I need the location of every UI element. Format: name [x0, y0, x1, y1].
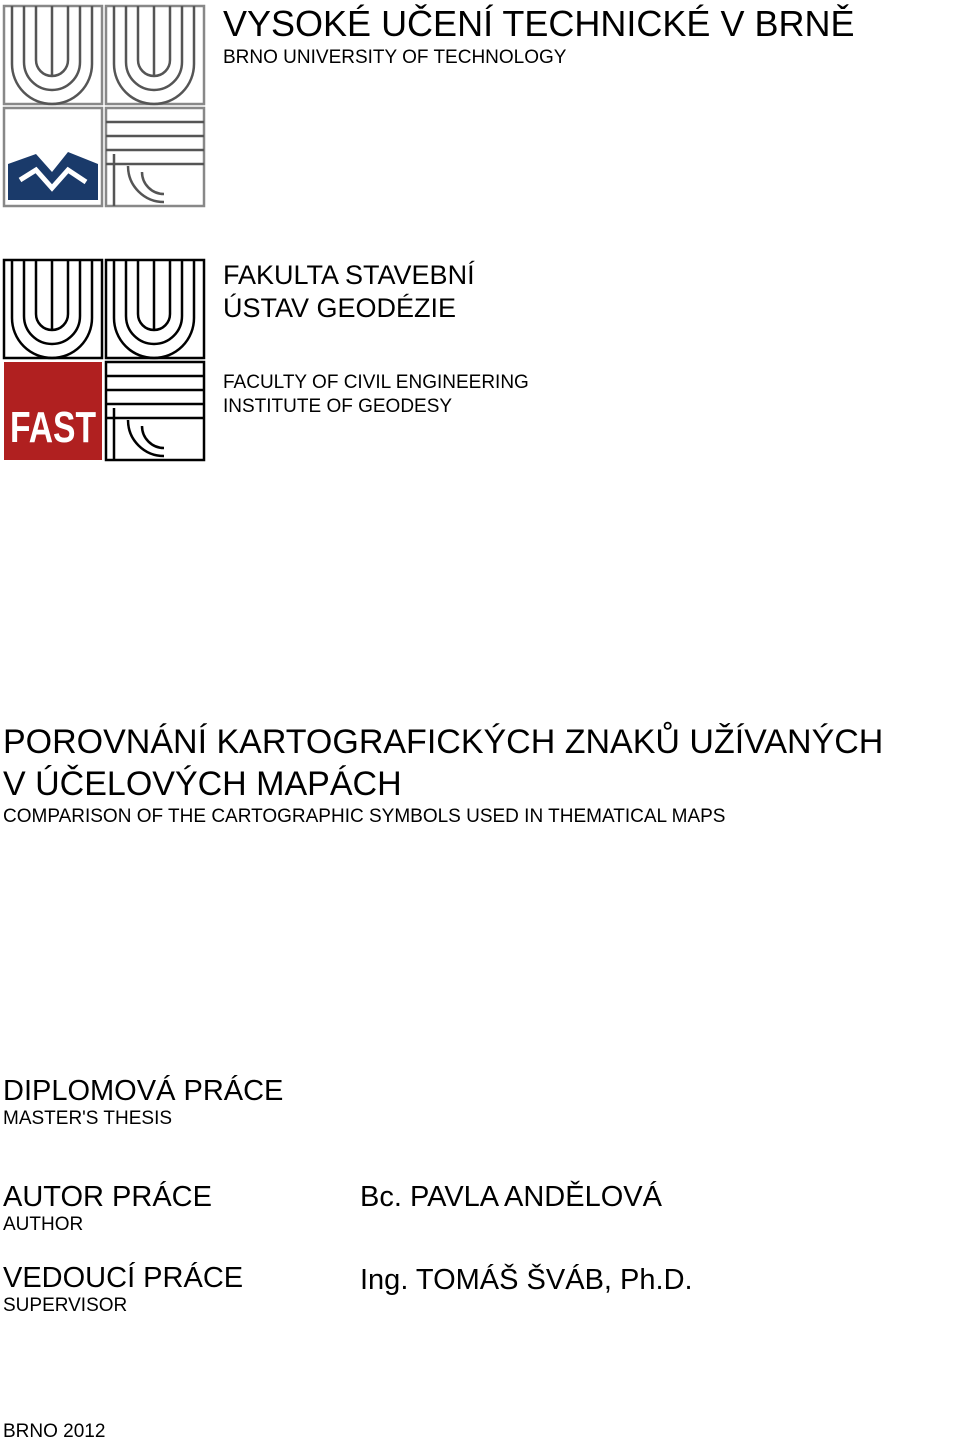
- university-name-cz: VYSOKÉ UČENÍ TECHNICKÉ V BRNĚ: [223, 3, 855, 44]
- author-label-en: AUTHOR: [3, 1214, 84, 1235]
- thesis-title-cz-line1: POROVNÁNÍ KARTOGRAFICKÝCH ZNAKŮ UŽÍVANÝCH: [3, 723, 884, 761]
- thesis-title-en: COMPARISON OF THE CARTOGRAPHIC SYMBOLS USED IN THEMATICAL MAPS: [3, 806, 726, 827]
- institute-name-cz: ÚSTAV GEODÉZIE: [223, 293, 457, 323]
- supervisor-label-en: SUPERVISOR: [3, 1295, 128, 1316]
- fast-logo-icon: [2, 258, 206, 462]
- thesis-type-en: MASTER'S THESIS: [3, 1108, 173, 1129]
- author-name: Bc. PAVLA ANDĚLOVÁ: [360, 1181, 662, 1213]
- faculty-name-en: FACULTY OF CIVIL ENGINEERING: [223, 372, 529, 393]
- thesis-type-cz: DIPLOMOVÁ PRÁCE: [3, 1075, 284, 1107]
- supervisor-name: Ing. TOMÁŠ ŠVÁB, Ph.D.: [360, 1264, 693, 1296]
- place-year: BRNO 2012: [3, 1421, 106, 1442]
- institute-name-en: INSTITUTE OF GEODESY: [223, 396, 453, 417]
- supervisor-label-cz: VEDOUCÍ PRÁCE: [3, 1262, 244, 1294]
- author-label-cz: AUTOR PRÁCE: [3, 1181, 212, 1213]
- thesis-title-cz-line2: V ÚČELOVÝCH MAPÁCH: [3, 765, 402, 803]
- fast-logo-text: FAST: [10, 403, 97, 452]
- vut-logo-icon: [2, 4, 206, 208]
- faculty-name-cz: FAKULTA STAVEBNÍ: [223, 260, 475, 290]
- university-name-en: BRNO UNIVERSITY OF TECHNOLOGY: [223, 47, 567, 68]
